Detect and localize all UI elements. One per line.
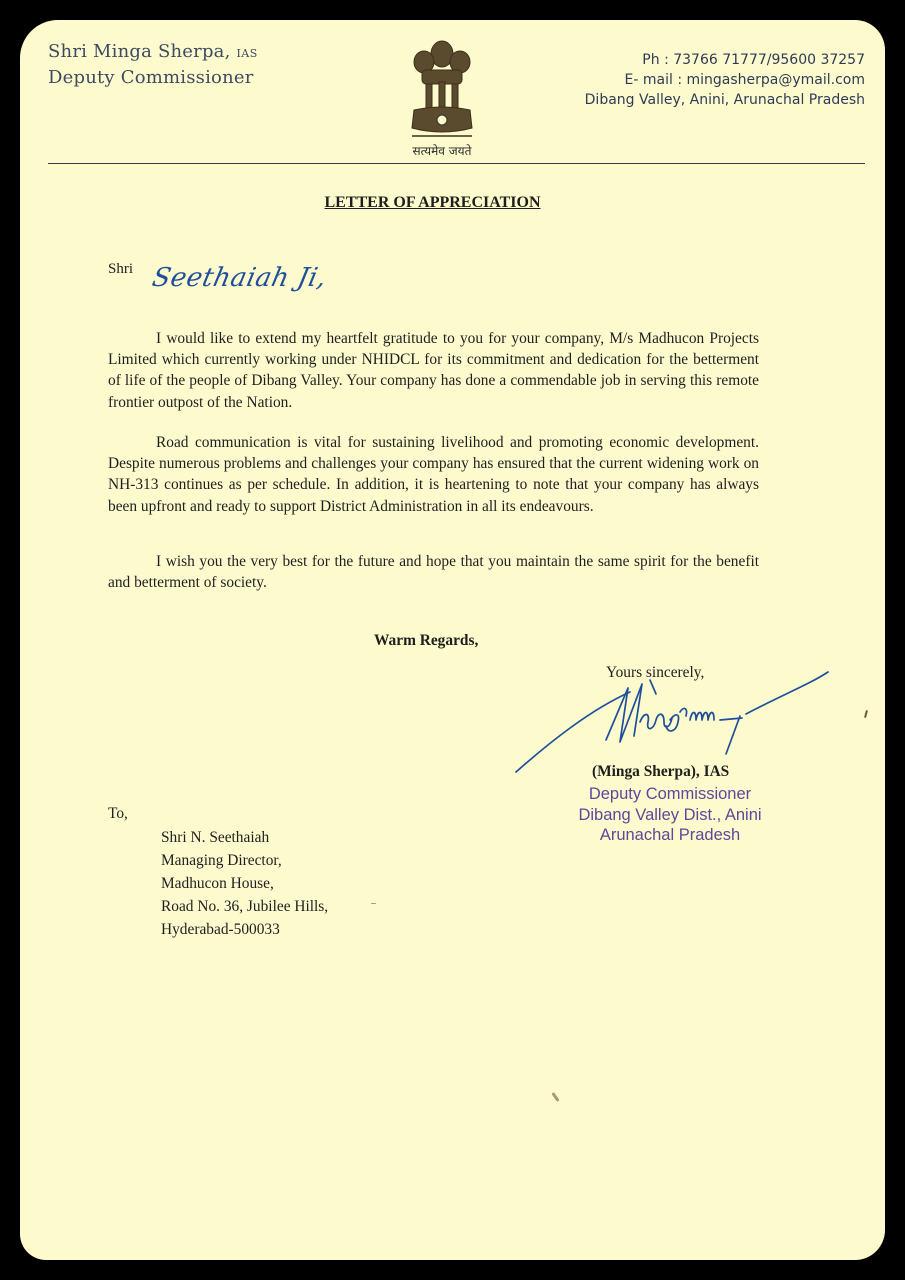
body-paragraph-3 (108, 551, 759, 593)
recipient-address (161, 826, 328, 941)
sender-name-suffix: IAS (236, 47, 258, 60)
signatory-name: (Minga Sherpa), IAS (592, 763, 730, 780)
sender-name: Shri Minga Sherpa, (48, 41, 231, 62)
body-paragraph-1 (108, 328, 759, 413)
recipient-label: To, (108, 805, 128, 822)
paragraph-text: I wish you the very best for the future and hope that you maintain the same spirit for the benefit and betterment of society. (108, 553, 759, 592)
sender-designation: Deputy Commissioner (48, 67, 254, 88)
letter-title: LETTER OF APPRECIATION (324, 194, 541, 211)
ashoka-emblem-icon (402, 32, 482, 142)
address-line: Hyderabad-500033 (161, 921, 280, 938)
address-line: Madhucon House, (161, 875, 274, 892)
letterhead-divider (48, 163, 865, 164)
stamp-line: Deputy Commissioner (588, 785, 752, 803)
signature (510, 650, 830, 780)
paragraph-text: I would like to extend my heartfelt gratitude to you for your company, M/s Madhucon Projects Limited which currently working under NHIDCL for its commitment and dedication for the betterment of life of the people of Dibang Valley. Your company has done a commendable job in serving this remote frontier outpost of the Nation. (108, 330, 759, 411)
stamp-line: Dibang Valley Dist., Anini (578, 805, 762, 824)
sender-name-line (48, 40, 258, 66)
contact-email: E- mail : mingasherpa@ymail.com (624, 72, 865, 88)
paper-speck (371, 903, 376, 904)
letter-page (20, 20, 885, 1260)
contact-phone: Ph : 73766 71777/95600 37257 (642, 52, 865, 68)
handwritten-salutation: Seethaiah Ji, (149, 263, 330, 293)
sign-off: Yours sincerely, (606, 664, 705, 681)
closing-regards: Warm Regards, (374, 632, 479, 649)
letterhead-contact (585, 50, 865, 110)
emblem-motto: सत्यमेव जयते (412, 144, 472, 158)
paragraph-text: Road communication is vital for sustaining livelihood and promoting economic development. Despite numerous problems and challenges your company has ensured that the current widening work on NH-313 continues as per schedule. In addition, it is heartening to note that your company has always been upfront and ready to support District Administration in all its endeavours. (108, 434, 759, 515)
letterhead-sender (48, 40, 258, 90)
salutation-prefix: Shri (108, 261, 134, 277)
address-line: Road No. 36, Jubilee Hills, (161, 898, 329, 915)
address-line: Shri N. Seethaiah (161, 829, 270, 846)
contact-location: Dibang Valley, Anini, Arunachal Pradesh (584, 92, 865, 108)
paper-speck (551, 1092, 559, 1102)
official-stamp (560, 784, 780, 846)
stamp-line: Arunachal Pradesh (599, 826, 741, 844)
address-line: Managing Director, (161, 852, 282, 869)
paper-speck (864, 710, 868, 718)
body-paragraph-2 (108, 432, 759, 517)
